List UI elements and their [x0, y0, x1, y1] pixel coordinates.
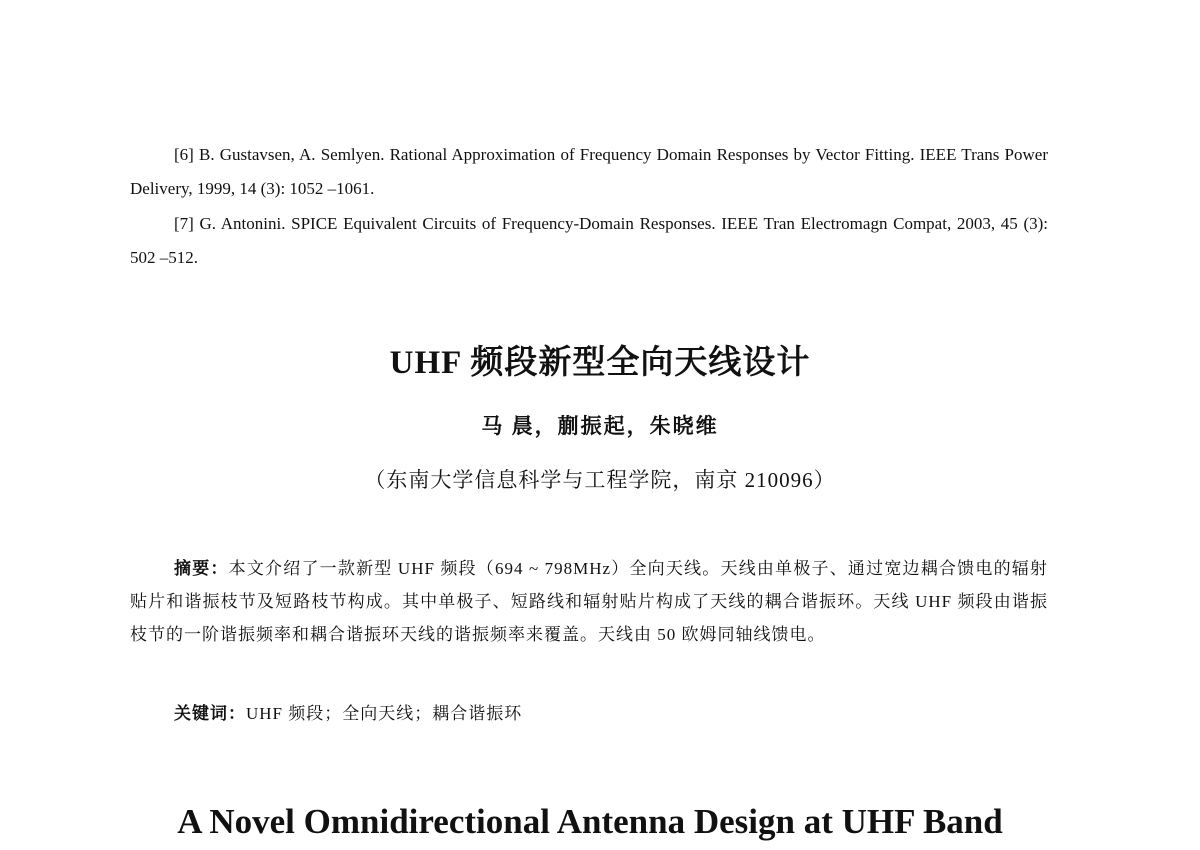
- keywords: [130, 697, 1048, 730]
- reference-7-id: [7]: [174, 214, 194, 233]
- reference-7: [130, 207, 1048, 275]
- reference-6-text: B. Gustavsen, A. Semlyen. Rational Approximation of Frequency Domain Responses by Vector Fitting. IEEE Trans Power Delivery, 1999, 14 (3): 1052 –1061.: [130, 145, 1048, 198]
- abstract-text: 本文介绍了一款新型 UHF 频段（694 ~ 798MHz）全向天线。天线由单极子、通过宽边耦合馈电的辐射贴片和谐振枝节及短路枝节构成。其中单极子、短路线和辐射贴片构成了天线的耦合谐振环。天线 UHF 频段由谐振枝节的一阶谐振频率和耦合谐振环天线的谐振频率来覆盖。天线由 50 欧姆同轴线馈电。: [130, 559, 1048, 644]
- reference-6-id: [6]: [174, 145, 194, 164]
- reference-6: [130, 138, 1048, 206]
- abstract-label: 摘要：: [174, 559, 229, 578]
- authors: 马 晨，蒯振起，朱晓维: [481, 414, 719, 438]
- paper-title-english: A Novel Omnidirectional Antenna Design at UHF Band: [177, 802, 1003, 841]
- abstract: [130, 552, 1048, 651]
- keywords-text: UHF 频段；全向天线；耦合谐振环: [246, 704, 523, 723]
- affiliation: （东南大学信息科学与工程学院，南京 210096）: [364, 468, 836, 492]
- paper-title-chinese: UHF 频段新型全向天线设计: [389, 345, 811, 381]
- reference-7-text: G. Antonini. SPICE Equivalent Circuits of Frequency-Domain Responses. IEEE Tran Electromagn Compat, 2003, 45 (3): 502 –512.: [130, 214, 1048, 267]
- keywords-label: 关键词：: [174, 704, 246, 723]
